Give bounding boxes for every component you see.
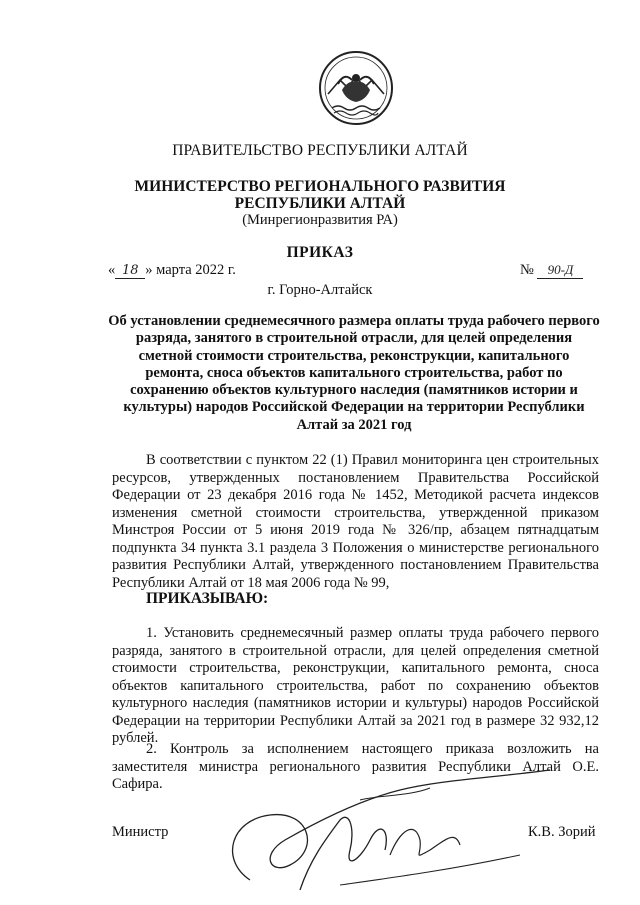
city: г. Горно-Алтайск [267,282,373,298]
date-open-quote: « [108,262,116,278]
coat-of-arms-icon [318,50,394,126]
signatory-position: Министр [112,824,169,840]
date-month-year: » марта 2022 г. [145,262,236,278]
order-date [108,262,236,279]
document-type-title: ПРИКАЗ [286,244,354,261]
government-name: ПРАВИТЕЛЬСТВО РЕСПУБЛИКИ АЛТАЙ [172,142,468,159]
order-number [520,262,583,279]
ministry-name-line1: МИНИСТЕРСТВО РЕГИОНАЛЬНОГО РАЗВИТИЯ [134,178,506,195]
signatory-name: К.В. Зорий [528,824,596,840]
handwritten-signature [190,760,590,900]
number-prefix: № [520,262,534,278]
order-item-1: 1. Установить среднемесячный размер оплаты труда рабочего первого разряда, занятого в строительной отрасли, для целей определения сметной стоимости строительства, реконструкции, капитального ремонта, сноса объектов капитального строительства, работ по сохранению объектов культурного наследия (памятников истории и культуры) народов Российской Федерации на территории Республики Алтай за 2021 год в размере 32 932,12 рублей. [112,625,599,746]
ministry-name-line2: РЕСПУБЛИКИ АЛТАЙ [234,195,406,212]
date-day-handwritten: 18 [115,263,145,279]
orders-keyword: ПРИКАЗЫВАЮ: [146,590,269,607]
order-title: Об установлении среднемесячного размера оплаты труда рабочего первого разряда, занятого в строительной отрасли, для целей определения сметной стоимости строительства, реконструкции, капитального ремонта, сноса объектов капитального строительства, работ по сохранению объектов культурного наследия (памятников истории и культуры) народов Российской Федерации на территории Республики Алтай за 2021 год [108,313,600,433]
preamble-paragraph: В соответствии с пунктом 22 (1) Правил мониторинга цен строительных ресурсов, утвержденных постановлением Правительства Российской Федерации от 23 декабря 2016 года № 1452, Методикой расчета индексов изменения сметной стоимости строительства, утвержденной приказом Минстроя России от 5 июня 2019 года № 326/пр, абзацем пятнадцатым подпункта 34 пункта 3.1 раздела 3 Положения о министерстве регионального развития Республики Алтай, утвержденного постановлением Правительства Республики Алтай от 18 мая 2006 года № 99, [112,452,599,591]
number-value-handwritten: 90-Д [537,262,583,279]
ministry-short-name: (Минрегионразвития РА) [242,212,398,228]
order-item-2: 2. Контроль за исполнением настоящего приказа возложить на заместителя министра регионального развития Республики Алтай О.Е. Сафира. [112,741,599,792]
